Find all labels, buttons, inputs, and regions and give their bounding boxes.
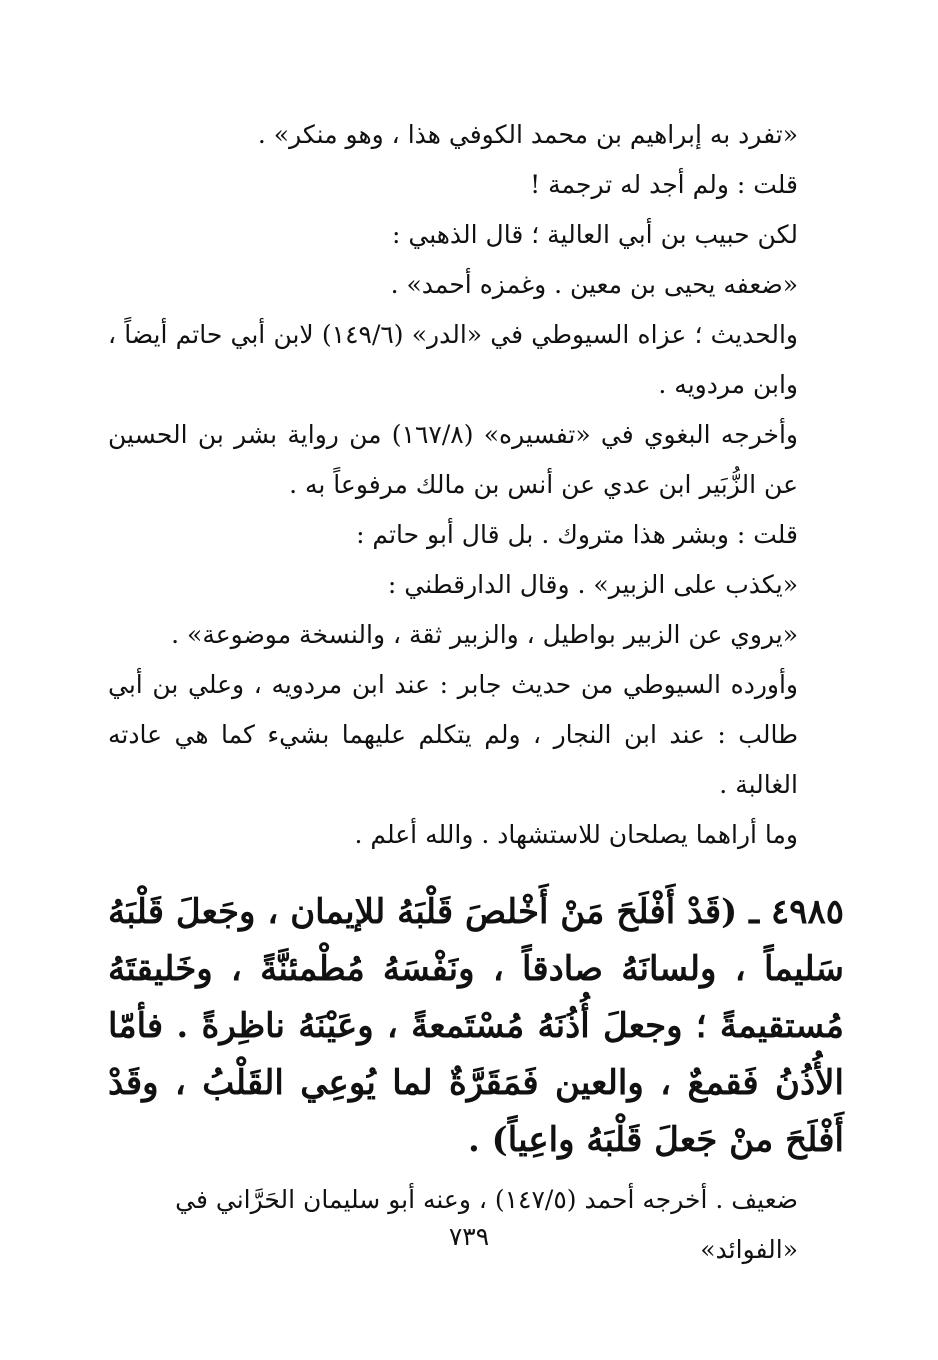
hadith-number: ٤٩٨٥: [770, 892, 845, 932]
note-line: قلت : ولم أجد له ترجمة !: [530, 170, 798, 199]
hadith-body: ـ (قَدْ أَفْلَحَ مَنْ أَخْلصَ قَلْبَهُ للإيمان ، وجَعلَ قَلْبَهُ سَليماً ، ولسانَهُ صادقاً ، ونَفْسَهُ مُطْمئنَّةً ، وخَليقتَهُ مُستقيمةً ؛ وجعلَ أُذُنَهُ مُسْتَمعةً ، وعَيْنَهُ ناظِرةً . فأمّا الأُذُنُ فَقمعٌ ، والعين فَمَقَرَّةٌ لما يُوعِي القَلْبُ ، وقَدْ أَفْلَحَ منْ جَعلَ قَلْبَهُ واعِياً) .: [108, 892, 844, 1160]
quote-line: «تفرد به إبراهيم بن محمد الكوفي هذا ، وهو منكر» .: [257, 120, 798, 149]
hadith-text: [108, 884, 844, 1169]
paragraph: والحديث ؛ عزاه السيوطي في «الدر» (١٤٩/٦) لابن أبي حاتم أيضاً ، وابن مردويه .: [108, 320, 799, 399]
paragraph: وأخرجه البغوي في «تفسيره» (١٦٧/٨) من رواية بشر بن الحسين عن الزُّبَير ابن عدي عن أنس بن مالك مرفوعاً به .: [108, 420, 798, 499]
note-line: وما أراهما يصلحان للاستشهاد . والله أعلم .: [354, 820, 798, 849]
verdict-line: ضعيف . أخرجه أحمد (١٤٧/٥) ، وعنه أبو سليمان الحَرَّاني في «الفوائد»: [175, 1185, 798, 1264]
paragraph: وأورده السيوطي من حديث جابر : عند ابن مردويه ، وعلي بن أبي طالب : عند ابن النجار ، ولم يتكلم عليهما بشيء كما هي عادته الغالبة .: [108, 670, 798, 799]
quote-line: «يروي عن الزبير بواطيل ، والزبير ثقة ، والنسخة موضوعة» .: [171, 620, 798, 649]
page-body: [108, 110, 844, 1275]
quote-line: «يكذب على الزبير» . وقال الدارقطني :: [387, 570, 798, 599]
note-line: لكن حبيب بن أبي العالية ؛ قال الذهبي :: [391, 220, 798, 249]
page-number: ٧٣٩: [448, 1222, 490, 1251]
quote-line: «ضعفه يحيى بن معين . وغمزه أحمد» .: [390, 270, 798, 299]
note-line: قلت : وبشر هذا متروك . بل قال أبو حاتم :: [356, 520, 798, 549]
